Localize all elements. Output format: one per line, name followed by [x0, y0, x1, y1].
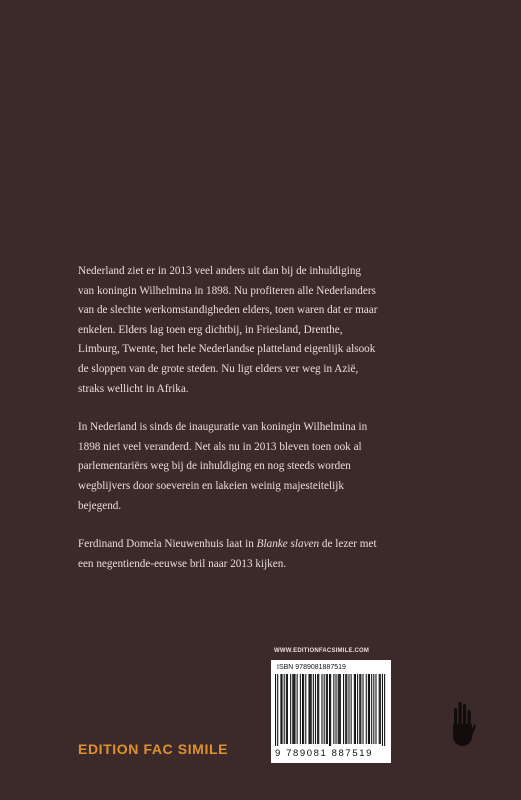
barcode-bar	[330, 674, 331, 746]
blurb-paragraph-1: Nederland ziet er in 2013 veel anders uit dan bij de inhuldiging van koningin Wilhelmina in 1898. Nu profiteren alle Nederlanders van de slechte werkomstandigheden elders, toen waren dat er maar enkelen. Elders lag toen erg dichtbij, in Friesland, Drenthe, Limburg, Twente, het hele Nederlandse platteland eigenlijk alsook de sloppen van de grote steden. Nu ligt elders ver weg in Azië, straks wellicht in Afrika.	[78, 265, 378, 395]
barcode-bar	[346, 674, 347, 744]
barcode-bar	[329, 674, 330, 746]
book-title-italic: Blanke slaven	[256, 538, 320, 551]
barcode-bar	[303, 674, 304, 744]
barcode-bar	[294, 674, 295, 744]
barcode-bar	[360, 674, 361, 744]
isbn-barcode	[271, 660, 391, 763]
barcode-bar	[277, 674, 278, 746]
publisher-website: WWW.EDITIONFACSIMILE.COM	[274, 648, 370, 654]
barcode-bars	[275, 674, 387, 746]
barcode-bar	[382, 674, 383, 746]
barcode-bar	[362, 674, 363, 744]
barcode-bar	[355, 674, 356, 744]
barcode-bar	[340, 674, 341, 744]
barcode-bar	[302, 674, 303, 744]
barcode-bar	[308, 674, 309, 744]
isbn-label: ISBN 9789081887519	[277, 664, 346, 671]
barcode-bar	[287, 674, 288, 744]
barcode-bar	[335, 674, 336, 744]
barcode-bar	[286, 674, 287, 744]
barcode-bar	[293, 674, 294, 744]
barcode-bar	[373, 674, 374, 744]
barcode-bar	[290, 674, 291, 744]
barcode-bar	[375, 674, 376, 744]
barcode-bar	[339, 674, 340, 744]
barcode-bar	[371, 674, 372, 744]
barcode-bar	[351, 674, 352, 744]
blurb-paragraph-3	[78, 535, 378, 574]
barcode-bar	[275, 674, 276, 746]
barcode-bar	[315, 674, 316, 744]
barcode-bar	[326, 674, 327, 744]
barcode-bar	[359, 674, 360, 744]
barcode-bar	[369, 674, 370, 744]
barcode-bar	[333, 674, 334, 744]
barcode-bar	[338, 674, 339, 744]
barcode-bar	[311, 674, 312, 744]
barcode-bar	[343, 674, 344, 744]
barcode-digits: 9 789081 887519	[275, 748, 373, 759]
barcode-bar	[354, 674, 355, 744]
barcode-bar	[313, 674, 314, 744]
blurb-p3-start: Ferdinand Domela Nieuwenhuis laat in	[78, 538, 257, 551]
barcode-bar	[327, 674, 328, 744]
barcode-bar	[284, 674, 285, 744]
barcode-bar	[318, 674, 319, 744]
barcode-bar	[348, 674, 349, 744]
barcode-bar	[366, 674, 367, 744]
barcode-bar	[379, 674, 380, 744]
barcode-bar	[305, 674, 306, 744]
barcode-bar	[380, 674, 381, 744]
barcode-bar	[384, 674, 385, 746]
hand-logo-icon	[450, 700, 476, 748]
barcode-bar	[297, 674, 298, 744]
barcode-bar	[300, 674, 301, 744]
barcode-bar	[280, 674, 281, 744]
blurb-paragraph-2: In Nederland is sinds de inauguratie van koningin Wilhelmina in 1898 niet veel veranderd. Net als nu in 2013 bleven toen ook al parlementariërs weg bij de inhuldiging en nog steeds worden wegblijvers door soeverein en lakeien weinig majesteitelijk bejegend.	[78, 421, 368, 512]
barcode-bar	[368, 674, 369, 744]
barcode-bar	[281, 674, 282, 744]
blurb-text	[78, 262, 378, 593]
publisher-name: EDITION FAC SIMILE	[78, 741, 229, 757]
barcode-bar	[310, 674, 311, 744]
barcode-bar	[324, 674, 325, 744]
barcode-bar	[321, 674, 322, 744]
barcode-bar	[345, 674, 346, 744]
barcode-bar	[292, 674, 293, 744]
barcode-bar	[317, 674, 318, 744]
blurb-p3-end: de lezer met een negentiende-eeuwse bril naar 2013 kijken.	[78, 538, 377, 570]
barcode-bar	[357, 674, 358, 744]
